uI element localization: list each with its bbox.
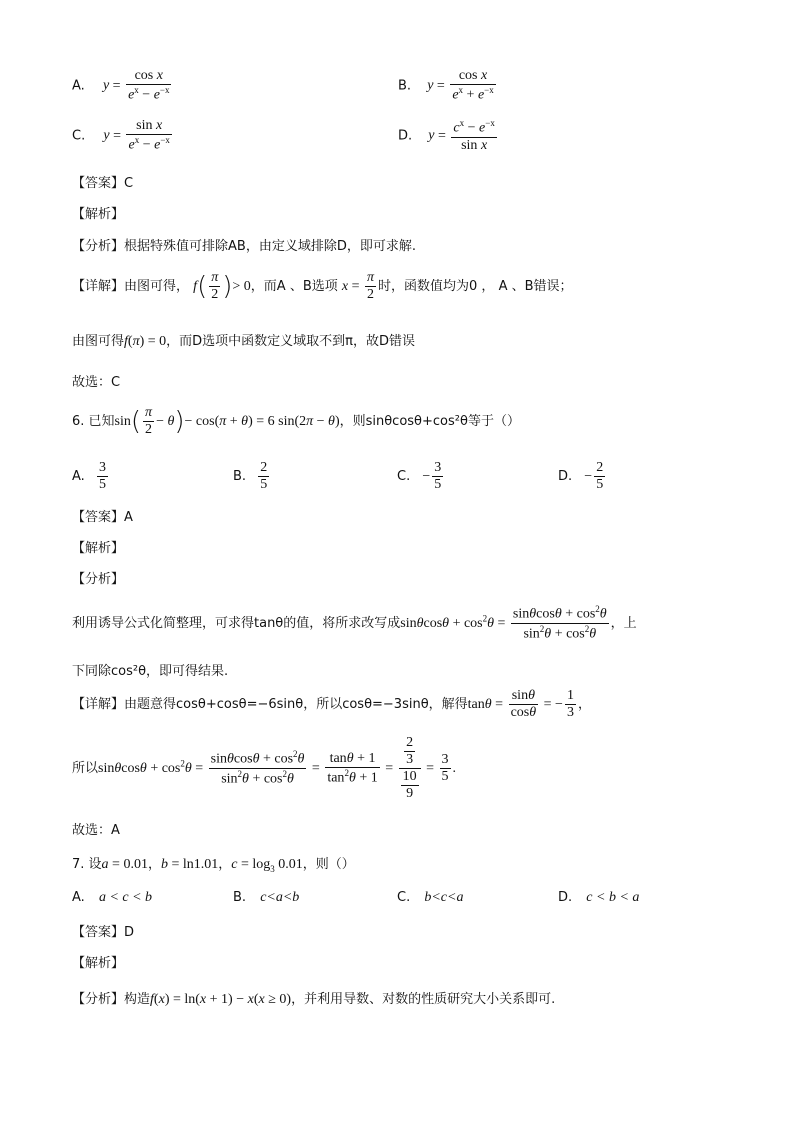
q5-option-d: D. y = $\frac{c^x - e^{-x}}{\text{sin x}}$ [398,118,495,153]
q7-fenxi: 【分析】构造f(x) = ln(x + 1) − x(x ≥ 0)，并利用导数、对数的性质研究大小关系即可. [72,992,556,1007]
q7-option-a: A. a < c < b [72,890,153,905]
q5-option-a: A. y = $\frac{\text{cos x}}{e^x - e^{-x}}$ [72,68,170,103]
q5-fenxi: 【分析】根据特殊值可排除AB，由定义域排除D，即可求解. [72,239,416,254]
q6-detail-line2: 所以$\sin\theta\cos\theta + \cos^2\theta$ = $\frac{\sin\theta\cos\theta + \cos^2\theta}{\sin^2\theta + \cos^2\theta}$ = $\frac{\tan\theta + 1}{\tan^2\theta + 1}$ = $\frac{\frac{2}{3}}{\frac{10}{9}}$ = $\frac{3}{5}$ . [72,735,457,802]
q5-answer: 【答案】C [72,176,134,191]
q5-option-b: B. y = $\frac{\text{cos x}}{e^x + e^{-x}}$ [398,68,494,103]
q6-analysis-heading: 【解析】 [72,541,125,556]
q6-fenxi-line2: 下同除cos²θ，即可得结果. [72,664,229,679]
q7-analysis-heading: 【解析】 [72,956,125,971]
q6-stem: 6. 已知sin( $\frac{\pi}{2}$ − θ)− cos(π + θ) = 6 sin(2π − θ)，则sinθcosθ+cos²θ等于（） [72,405,520,438]
q5-detail-line1: 【详解】由图可得， f( $\frac{\pi}{2}$ )> 0，而A 、B选项 x = $\frac{\pi}{2}$ 时，函数值均为0 ， A 、B错误； [72,270,573,303]
q6-option-c: C. − $\frac{3}{5}$ [397,460,442,493]
q5-analysis-heading: 【解析】 [72,207,125,222]
q6-fenxi-heading: 【分析】 [72,572,125,587]
q7-option-b: B. c<a<b [233,890,300,905]
q7-stem: 7. 设a = 0.01，b = ln1.01，$c = \log_3 0.01$，则（） [72,857,355,874]
q6-choose: 故选：A [72,823,120,838]
q6-detail-line1: 【详解】由题意得cosθ+cosθ=−6sinθ，所以cosθ=−3sinθ，解得tanθ = $\frac{\sin\theta}{\cos\theta}$ = − $\frac{1}{3}$ ， [72,688,591,721]
q5-choose: 故选：C [72,375,121,390]
q5-option-c: C. y = $\frac{\text{sin x}}{e^x - e^{-x}}$ [72,118,170,153]
q7-option-d: D. c < b < a [558,890,640,905]
q7-option-c: C. b<c<a [397,890,464,905]
q5-detail-line2: 由图可得f(π) = 0，而D选项中函数定义域取不到π，故D错误 [72,334,416,349]
q6-answer: 【答案】A [72,510,133,525]
q7-answer: 【答案】D [72,925,135,940]
q6-option-a: A. $\frac{3}{5}$ [72,460,106,493]
q6-option-d: D. − $\frac{2}{5}$ [558,460,604,493]
q6-option-b: B. $\frac{2}{5}$ [233,460,268,493]
q6-fenxi-line1: 利用诱导公式化简整理，可求得tanθ的值，将所求改写成$\sin\theta\cos\theta + \cos^2\theta$ = $\frac{\sin\theta\cos\theta + \cos^2\theta}{\sin^2\theta + \cos^2\theta}$ ，上 [72,604,637,642]
